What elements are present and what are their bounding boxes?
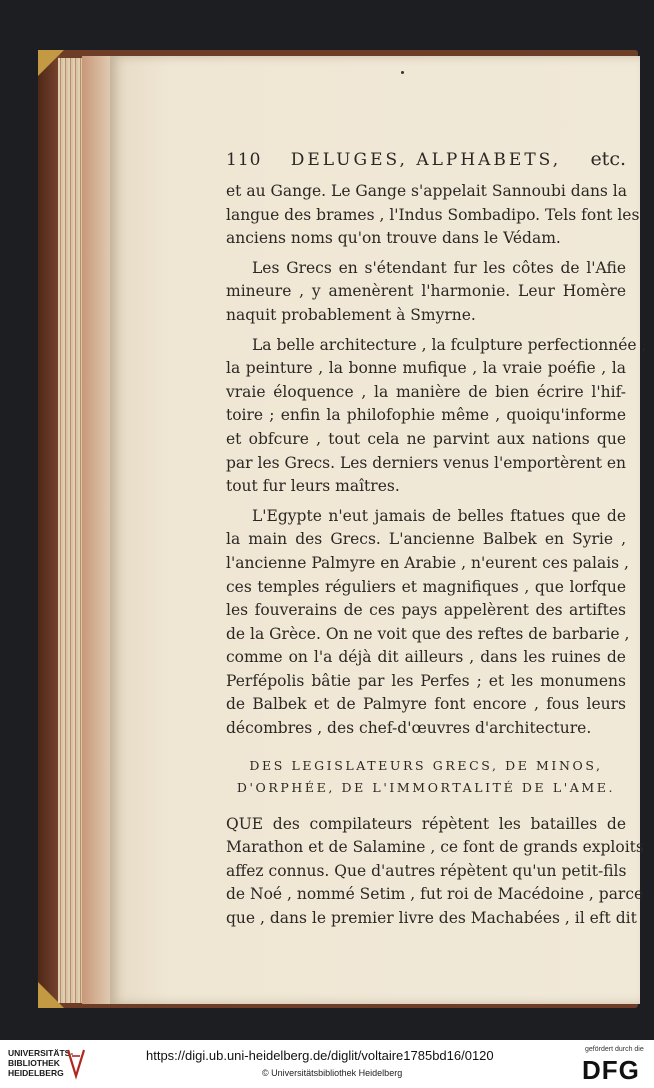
text-line: par les Grecs. Les derniers venus l'emportèrent en [226, 453, 627, 472]
text-line: mineure , y amenèrent l'harmonie. Leur Homère [226, 282, 626, 301]
text-line: Les Grecs en s'étendant fur les côtes de l'Afie [252, 258, 626, 277]
text-line: affez connus. Que d'autres répètent qu'un petit-fils [226, 861, 627, 880]
text-line: naquit probablement à Smyrne. [226, 305, 476, 324]
text-line: de la Grèce. On ne voit que des reftes de barbarie , [226, 624, 630, 643]
paragraph [226, 334, 647, 499]
running-header [226, 148, 626, 170]
text-line: décombres , des chef-d'œuvres d'architecture. [226, 719, 592, 738]
library-logo[interactable] [8, 1048, 73, 1078]
page-text [226, 148, 647, 931]
paragraph [226, 257, 626, 328]
text-line: L'Egypte n'eut jamais de belles ftatues que de [252, 506, 626, 525]
text-line: anciens noms qu'on trouve dans le Védam. [226, 229, 561, 248]
viewer-footer [0, 1040, 654, 1088]
library-name-line: BIBLIOTHEK [8, 1058, 60, 1068]
text-line: de Balbek et de Palmyre font encore , fous leurs [226, 695, 626, 714]
copyright-notice: © Universitätsbibliothek Heidelberg [262, 1068, 403, 1078]
text-line: vraie éloquence , la manière de bien écrire l'hif- [226, 382, 626, 401]
text-line: toire ; enfin la philofophie même , quoiqu'informe [226, 406, 626, 425]
text-line: et obfcure , tout cela ne parvint aux nations que [226, 429, 626, 448]
heading-line: DES LEGISLATEURS GRECS, DE MINOS, [249, 757, 603, 773]
text-line: QUE des compilateurs répètent les batailles de [226, 814, 626, 833]
text-line: la peinture , la bonne mufique , la vraie poéfie , la [226, 359, 626, 378]
text-line: La belle architecture , la fculpture perfectionnée , [252, 335, 647, 354]
page-number: 110 [226, 150, 262, 170]
text-line: Marathon et de Salamine , ce font de grands exploits [226, 838, 644, 857]
paragraph [226, 505, 630, 741]
text-line: ces temples réguliers et magnifiques , que lorfque [226, 577, 626, 596]
funder-note: gefördert durch die [585, 1046, 644, 1053]
running-title: DELUGES, ALPHABETS, [290, 150, 562, 170]
dfg-logo[interactable]: DFG [582, 1055, 640, 1085]
paragraph [226, 813, 644, 931]
text-line: l'ancienne Palmyre en Arabie , n'eurent ces palais , [226, 553, 629, 572]
text-line: que , dans le premier livre des Machabées , il eft dit [226, 909, 637, 928]
paragraph [226, 180, 640, 251]
text-line: comme on l'a déjà dit ailleurs , dans les ruines de [226, 648, 626, 667]
book-spine-edge [38, 50, 60, 1008]
running-title-etc: etc. [590, 148, 626, 170]
text-line: tout fur leurs maîtres. [226, 477, 400, 496]
heading-line: D'ORPHÉE, DE L'IMMORTALITÉ DE L'AME. [236, 779, 616, 795]
library-name-line: UNIVERSITÄTS- [8, 1048, 74, 1058]
section-heading [226, 755, 626, 799]
text-line: Perfépolis bâtie par les Perfes ; et les monumens [226, 671, 626, 690]
text-line: et au Gange. Le Gange s'appelait Sannoubi dans la [226, 182, 628, 200]
text-line: langue des brames , l'Indus Sombadipo. Tels font les [226, 205, 640, 224]
library-name-line: HEIDELBERG [8, 1068, 64, 1078]
library-seal-icon [66, 1046, 88, 1080]
permalink-url[interactable]: https://digi.ub.uni-heidelberg.de/diglit/voltaire1785bd16/0120 [146, 1048, 494, 1063]
text-line: la main des Grecs. L'ancienne Balbek en Syrie , [226, 530, 626, 549]
text-line: les fouverains de ces pays appelèrent des artiftes [226, 601, 626, 620]
page-speck [401, 71, 404, 74]
text-line: de Noé , nommé Setim , fut roi de Macédoine , parce [226, 885, 644, 904]
